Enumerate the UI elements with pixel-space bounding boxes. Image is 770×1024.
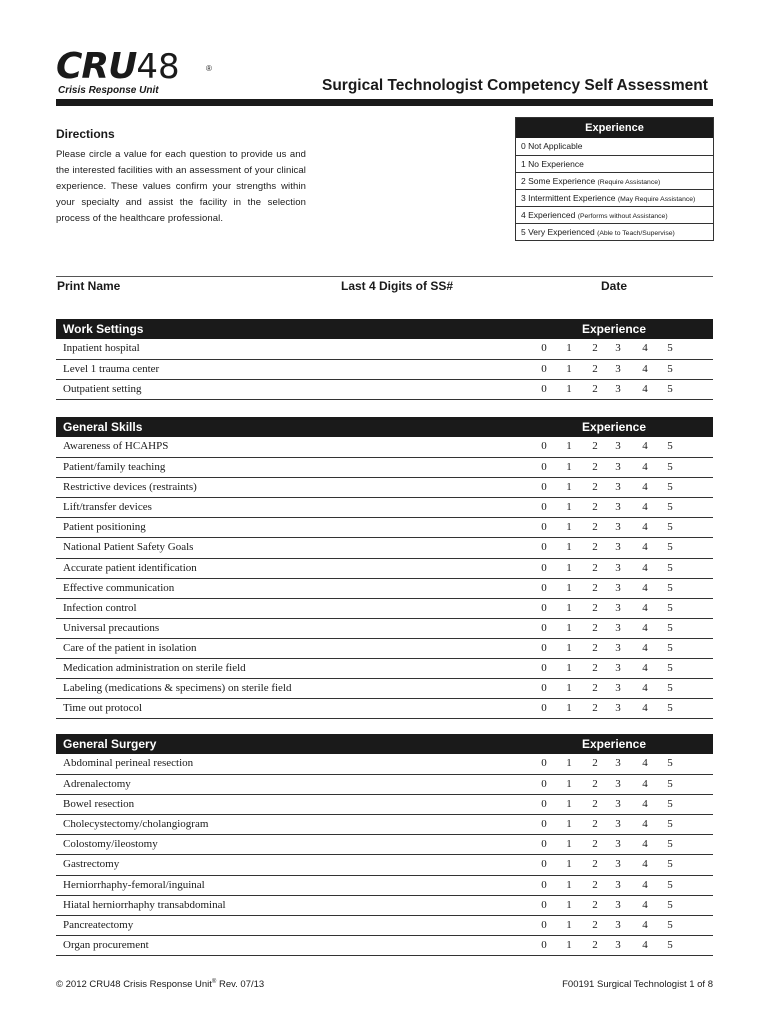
logo-subtitle: Crisis Response Unit xyxy=(58,85,159,96)
competency-label: Patient positioning xyxy=(63,521,146,534)
rating-option-4[interactable]: 4 xyxy=(642,601,648,614)
legend-item-label: 5 Very Experienced xyxy=(521,227,598,237)
rating-option-2[interactable]: 2 xyxy=(592,938,598,951)
rating-option-1[interactable]: 1 xyxy=(566,858,572,871)
rating-option-0[interactable]: 0 xyxy=(541,581,547,594)
rating-option-1[interactable]: 1 xyxy=(566,383,572,396)
table-row xyxy=(56,437,713,457)
legend-item xyxy=(516,138,713,155)
rating-option-2[interactable]: 2 xyxy=(592,702,598,715)
rating-option-3[interactable]: 3 xyxy=(615,541,621,554)
rating-option-4[interactable]: 4 xyxy=(642,383,648,396)
rating-option-5[interactable]: 5 xyxy=(667,481,673,494)
rating-option-1[interactable]: 1 xyxy=(566,878,572,891)
competency-label: Lift/transfer devices xyxy=(63,501,152,514)
rating-option-4[interactable]: 4 xyxy=(642,918,648,931)
table-row xyxy=(56,359,713,379)
rating-option-4[interactable]: 4 xyxy=(642,838,648,851)
rating-option-1[interactable]: 1 xyxy=(566,918,572,931)
rating-option-5[interactable]: 5 xyxy=(667,898,673,911)
rating-option-4[interactable]: 4 xyxy=(642,641,648,654)
rating-option-0[interactable]: 0 xyxy=(541,818,547,831)
rating-option-0[interactable]: 0 xyxy=(541,682,547,695)
rating-option-5[interactable]: 5 xyxy=(667,938,673,951)
rating-option-5[interactable]: 5 xyxy=(667,702,673,715)
rating-option-0[interactable]: 0 xyxy=(541,702,547,715)
rating-option-1[interactable]: 1 xyxy=(566,757,572,769)
directions-heading: Directions xyxy=(56,127,115,141)
competency-label: Labeling (medications & specimens) on sterile field xyxy=(63,682,292,695)
rating-option-2[interactable]: 2 xyxy=(592,778,598,791)
rating-option-1[interactable]: 1 xyxy=(566,838,572,851)
table-row xyxy=(56,457,713,477)
rating-option-4[interactable]: 4 xyxy=(642,818,648,831)
rating-option-0[interactable]: 0 xyxy=(541,501,547,514)
table-row xyxy=(56,698,713,718)
rating-option-2[interactable]: 2 xyxy=(592,581,598,594)
legend-item-note: (Able to Teach/Supervise) xyxy=(597,230,675,237)
competency-label: Level 1 trauma center xyxy=(63,363,160,376)
rating-option-5[interactable]: 5 xyxy=(667,798,673,811)
rating-option-4[interactable]: 4 xyxy=(642,798,648,811)
rating-option-5[interactable]: 5 xyxy=(667,363,673,376)
rating-option-5[interactable]: 5 xyxy=(667,541,673,554)
rating-option-2[interactable]: 2 xyxy=(592,898,598,911)
rating-option-0[interactable]: 0 xyxy=(541,621,547,634)
document-title: Surgical Technologist Competency Self Assessment xyxy=(322,77,708,94)
rating-option-3[interactable]: 3 xyxy=(615,818,621,831)
rating-option-5[interactable]: 5 xyxy=(667,878,673,891)
legend-item-note: (Performs without Assistance) xyxy=(577,213,668,220)
competency-label: Colostomy/ileostomy xyxy=(63,838,158,851)
rating-option-1[interactable]: 1 xyxy=(566,778,572,791)
legend-item-note: (Require Assistance) xyxy=(597,179,661,186)
rating-option-3[interactable]: 3 xyxy=(615,561,621,574)
legend-item-label: 2 Some Experience xyxy=(521,176,598,186)
rating-option-1[interactable]: 1 xyxy=(566,898,572,911)
rating-option-3[interactable]: 3 xyxy=(615,858,621,871)
rating-option-1[interactable]: 1 xyxy=(566,601,572,614)
rating-option-1[interactable]: 1 xyxy=(566,342,572,354)
legend-item-label: 1 No Experience xyxy=(521,159,584,169)
rating-option-0[interactable]: 0 xyxy=(541,757,547,769)
rating-option-4[interactable]: 4 xyxy=(642,878,648,891)
rating-option-2[interactable]: 2 xyxy=(592,918,598,931)
rating-option-4[interactable]: 4 xyxy=(642,858,648,871)
section-header xyxy=(56,417,713,437)
rating-option-3[interactable]: 3 xyxy=(615,798,621,811)
ssn-label: Last 4 Digits of SS# xyxy=(341,279,454,293)
rating-option-5[interactable]: 5 xyxy=(667,342,673,354)
table-row xyxy=(56,678,713,698)
rating-option-5[interactable]: 5 xyxy=(667,662,673,675)
legend-item-note: (May Require Assistance) xyxy=(617,196,696,203)
rating-option-0[interactable]: 0 xyxy=(541,898,547,911)
rating-option-1[interactable]: 1 xyxy=(566,440,572,452)
section-title: General Skills xyxy=(63,420,143,434)
rating-option-3[interactable]: 3 xyxy=(615,938,621,951)
rating-option-3[interactable]: 3 xyxy=(615,838,621,851)
experience-legend xyxy=(515,117,714,241)
legend-item-label: 0 Not Applicable xyxy=(521,141,583,151)
rating-option-5[interactable]: 5 xyxy=(667,601,673,614)
section-experience-label: Experience xyxy=(581,737,647,751)
rating-option-1[interactable]: 1 xyxy=(566,521,572,534)
rating-option-2[interactable]: 2 xyxy=(592,662,598,675)
rating-option-3[interactable]: 3 xyxy=(615,778,621,791)
table-row xyxy=(56,895,713,915)
rating-option-4[interactable]: 4 xyxy=(642,342,648,354)
rating-option-5[interactable]: 5 xyxy=(667,561,673,574)
rating-option-4[interactable]: 4 xyxy=(642,541,648,554)
rating-option-3[interactable]: 3 xyxy=(615,757,621,769)
footer-registered-mark: ® xyxy=(211,979,217,985)
table-row xyxy=(56,558,713,578)
rating-option-2[interactable]: 2 xyxy=(592,838,598,851)
rating-option-1[interactable]: 1 xyxy=(566,938,572,951)
rating-option-5[interactable]: 5 xyxy=(667,641,673,654)
rating-option-3[interactable]: 3 xyxy=(615,682,621,695)
competency-label: Time out protocol xyxy=(63,702,143,715)
rating-option-5[interactable]: 5 xyxy=(667,581,673,594)
table-row xyxy=(56,497,713,517)
rating-option-0[interactable]: 0 xyxy=(541,938,547,951)
rating-option-1[interactable]: 1 xyxy=(566,561,572,574)
rating-option-4[interactable]: 4 xyxy=(642,662,648,675)
rating-option-0[interactable]: 0 xyxy=(541,878,547,891)
date-label: Date xyxy=(601,279,628,293)
rating-option-5[interactable]: 5 xyxy=(667,521,673,534)
footer-revision: Rev. 07/13 xyxy=(216,979,265,991)
rating-option-1[interactable]: 1 xyxy=(566,461,572,474)
competency-label: Cholecystectomy/cholangiogram xyxy=(63,818,209,831)
competency-label: Awareness of HCAHPS xyxy=(63,440,169,452)
rating-option-3[interactable]: 3 xyxy=(615,621,621,634)
rating-option-2[interactable]: 2 xyxy=(592,641,598,654)
rating-option-0[interactable]: 0 xyxy=(541,641,547,654)
rating-option-2[interactable]: 2 xyxy=(592,858,598,871)
table-row xyxy=(56,935,713,955)
section-experience-label: Experience xyxy=(581,420,647,434)
competency-label: Universal precautions xyxy=(63,621,160,634)
rating-option-0[interactable]: 0 xyxy=(541,858,547,871)
rating-option-4[interactable]: 4 xyxy=(642,461,648,474)
rating-option-4[interactable]: 4 xyxy=(642,702,648,715)
rating-option-2[interactable]: 2 xyxy=(592,383,598,396)
section-title: Work Settings xyxy=(63,322,144,336)
competency-label: Infection control xyxy=(63,601,137,614)
rating-option-2[interactable]: 2 xyxy=(592,342,598,354)
rating-option-0[interactable]: 0 xyxy=(541,521,547,534)
table-row xyxy=(56,517,713,537)
table-row xyxy=(56,537,713,557)
rating-option-5[interactable]: 5 xyxy=(667,682,673,695)
rating-option-3[interactable]: 3 xyxy=(615,501,621,514)
rating-option-5[interactable]: 5 xyxy=(667,501,673,514)
legend-item xyxy=(516,172,713,189)
rating-option-4[interactable]: 4 xyxy=(642,481,648,494)
directions-text: Please circle a value for each question to provide us and the interested facilities with an assessment of your clinical experience. These values confirm your strengths within your specialty and assist the facility in the selection process of the healthcare professional. xyxy=(56,149,306,224)
rating-option-4[interactable]: 4 xyxy=(642,682,648,695)
rating-option-5[interactable]: 5 xyxy=(667,918,673,931)
rating-option-2[interactable]: 2 xyxy=(592,521,598,534)
rating-option-0[interactable]: 0 xyxy=(541,383,547,396)
table-row xyxy=(56,477,713,497)
logo-registered-mark: ® xyxy=(206,64,212,73)
competency-label: Organ procurement xyxy=(63,938,149,951)
title-rule xyxy=(56,99,713,106)
rating-option-0[interactable]: 0 xyxy=(541,440,547,452)
competency-label: Restrictive devices (restraints) xyxy=(63,481,197,494)
rating-option-3[interactable]: 3 xyxy=(615,918,621,931)
rating-option-3[interactable]: 3 xyxy=(615,440,621,452)
cru48-logo xyxy=(56,46,212,100)
rating-option-5[interactable]: 5 xyxy=(667,461,673,474)
section-general-surgery xyxy=(56,734,713,956)
rating-option-1[interactable]: 1 xyxy=(566,818,572,831)
competency-label: Patient/family teaching xyxy=(63,461,166,474)
table-row xyxy=(56,854,713,874)
competency-label: Adrenalectomy xyxy=(63,778,131,791)
legend-item xyxy=(516,206,713,223)
rating-option-4[interactable]: 4 xyxy=(642,778,648,791)
rating-option-3[interactable]: 3 xyxy=(615,363,621,376)
legend-item-label: 3 Intermittent Experience xyxy=(521,193,618,203)
competency-label: Outpatient setting xyxy=(63,383,142,396)
rating-option-2[interactable]: 2 xyxy=(592,440,598,452)
section-general-skills xyxy=(56,417,713,719)
competency-label: Abdominal perineal resection xyxy=(63,757,194,769)
rating-option-2[interactable]: 2 xyxy=(592,757,598,769)
rating-option-1[interactable]: 1 xyxy=(566,541,572,554)
footer-form-info: F00191 Surgical Technologist 1 of 8 xyxy=(562,979,713,990)
competency-label: Medication administration on sterile field xyxy=(63,662,246,675)
competency-label: Effective communication xyxy=(63,581,175,594)
competency-label: Herniorrhaphy-femoral/inguinal xyxy=(63,878,205,891)
legend-item xyxy=(516,155,713,172)
rating-option-4[interactable]: 4 xyxy=(642,440,648,452)
rating-option-0[interactable]: 0 xyxy=(541,838,547,851)
table-row xyxy=(56,875,713,895)
legend-heading: Experience xyxy=(516,118,713,138)
table-row xyxy=(56,379,713,399)
rating-option-3[interactable]: 3 xyxy=(615,521,621,534)
table-row xyxy=(56,598,713,618)
rating-option-0[interactable]: 0 xyxy=(541,798,547,811)
rating-option-3[interactable]: 3 xyxy=(615,878,621,891)
table-row xyxy=(56,638,713,658)
rating-option-5[interactable]: 5 xyxy=(667,778,673,791)
rating-option-0[interactable]: 0 xyxy=(541,601,547,614)
rating-option-0[interactable]: 0 xyxy=(541,561,547,574)
rating-option-2[interactable]: 2 xyxy=(592,878,598,891)
rating-option-4[interactable]: 4 xyxy=(642,757,648,769)
rating-option-4[interactable]: 4 xyxy=(642,938,648,951)
rating-option-1[interactable]: 1 xyxy=(566,581,572,594)
rating-option-0[interactable]: 0 xyxy=(541,541,547,554)
table-row xyxy=(56,915,713,935)
rating-option-2[interactable]: 2 xyxy=(592,561,598,574)
rating-option-1[interactable]: 1 xyxy=(566,641,572,654)
rating-option-2[interactable]: 2 xyxy=(592,541,598,554)
rating-option-3[interactable]: 3 xyxy=(615,481,621,494)
competency-label: National Patient Safety Goals xyxy=(63,541,194,554)
footer-copyright: © 2012 CRU48 Crisis Response Unit® Rev. 07/13 xyxy=(56,979,265,991)
rating-option-0[interactable]: 0 xyxy=(541,918,547,931)
logo-number: 48 xyxy=(136,47,180,87)
table-row xyxy=(56,774,713,794)
rating-option-5[interactable]: 5 xyxy=(667,757,673,769)
table-row xyxy=(56,339,713,359)
table-row xyxy=(56,814,713,834)
table-row xyxy=(56,578,713,598)
rating-option-2[interactable]: 2 xyxy=(592,621,598,634)
section-header xyxy=(56,319,713,339)
rating-option-0[interactable]: 0 xyxy=(541,342,547,354)
section-title: General Surgery xyxy=(63,737,157,751)
rating-option-1[interactable]: 1 xyxy=(566,662,572,675)
rating-option-1[interactable]: 1 xyxy=(566,702,572,715)
rating-option-3[interactable]: 3 xyxy=(615,641,621,654)
rating-option-5[interactable]: 5 xyxy=(667,818,673,831)
legend-item xyxy=(516,223,713,240)
rating-option-2[interactable]: 2 xyxy=(592,601,598,614)
rating-option-3[interactable]: 3 xyxy=(615,662,621,675)
rating-option-1[interactable]: 1 xyxy=(566,798,572,811)
rating-option-5[interactable]: 5 xyxy=(667,858,673,871)
rating-option-1[interactable]: 1 xyxy=(566,501,572,514)
table-row xyxy=(56,754,713,774)
rating-option-3[interactable]: 3 xyxy=(615,461,621,474)
rating-option-1[interactable]: 1 xyxy=(566,621,572,634)
competency-label: Pancreatectomy xyxy=(63,918,134,931)
table-row xyxy=(56,658,713,678)
competency-label: Accurate patient identification xyxy=(63,561,197,574)
rating-option-3[interactable]: 3 xyxy=(615,702,621,715)
competency-label: Inpatient hospital xyxy=(63,342,140,354)
rating-option-2[interactable]: 2 xyxy=(592,363,598,376)
rating-option-4[interactable]: 4 xyxy=(642,898,648,911)
rating-option-3[interactable]: 3 xyxy=(615,581,621,594)
competency-label: Gastrectomy xyxy=(63,858,120,871)
table-row xyxy=(56,834,713,854)
rating-option-4[interactable]: 4 xyxy=(642,501,648,514)
rating-option-4[interactable]: 4 xyxy=(642,521,648,534)
rating-option-2[interactable]: 2 xyxy=(592,818,598,831)
signature-line xyxy=(56,276,713,277)
rating-option-2[interactable]: 2 xyxy=(592,798,598,811)
rating-option-5[interactable]: 5 xyxy=(667,383,673,396)
section-experience-label: Experience xyxy=(581,322,647,336)
rating-option-0[interactable]: 0 xyxy=(541,778,547,791)
print-name-label: Print Name xyxy=(57,279,121,293)
rating-option-4[interactable]: 4 xyxy=(642,621,648,634)
section-work-settings xyxy=(56,319,713,400)
rating-option-1[interactable]: 1 xyxy=(566,363,572,376)
directions-block xyxy=(56,127,306,227)
rating-option-5[interactable]: 5 xyxy=(667,440,673,452)
rating-option-2[interactable]: 2 xyxy=(592,682,598,695)
competency-label: Care of the patient in isolation xyxy=(63,641,197,654)
rating-option-4[interactable]: 4 xyxy=(642,581,648,594)
rating-option-2[interactable]: 2 xyxy=(592,461,598,474)
table-row xyxy=(56,794,713,814)
rating-option-3[interactable]: 3 xyxy=(615,898,621,911)
logo-wordmark: CRU48 xyxy=(56,46,180,87)
rating-option-3[interactable]: 3 xyxy=(615,601,621,614)
rating-option-5[interactable]: 5 xyxy=(667,838,673,851)
section-header xyxy=(56,734,713,754)
rating-option-1[interactable]: 1 xyxy=(566,481,572,494)
competency-label: Hiatal herniorrhaphy transabdominal xyxy=(63,898,226,911)
rating-option-4[interactable]: 4 xyxy=(642,363,648,376)
rating-option-0[interactable]: 0 xyxy=(541,662,547,675)
legend-item-label: 4 Experienced xyxy=(521,210,578,220)
rating-option-2[interactable]: 2 xyxy=(592,481,598,494)
rating-option-5[interactable]: 5 xyxy=(667,621,673,634)
table-row xyxy=(56,618,713,638)
competency-label: Bowel resection xyxy=(63,798,135,811)
rating-option-0[interactable]: 0 xyxy=(541,461,547,474)
rating-option-3[interactable]: 3 xyxy=(615,342,621,354)
rating-option-4[interactable]: 4 xyxy=(642,561,648,574)
rating-option-0[interactable]: 0 xyxy=(541,481,547,494)
legend-item xyxy=(516,189,713,206)
rating-option-1[interactable]: 1 xyxy=(566,682,572,695)
rating-option-2[interactable]: 2 xyxy=(592,501,598,514)
rating-option-3[interactable]: 3 xyxy=(615,383,621,396)
rating-option-0[interactable]: 0 xyxy=(541,363,547,376)
